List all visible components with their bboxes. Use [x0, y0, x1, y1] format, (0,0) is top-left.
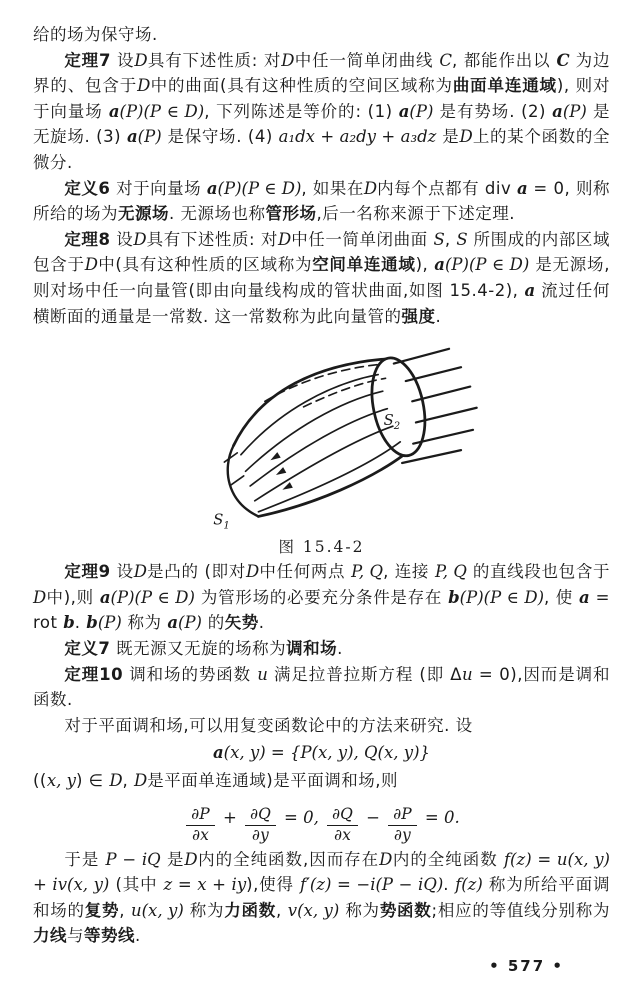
text-segment: ) ∈ — [76, 770, 110, 790]
text-segment: 中),则 — [46, 587, 100, 607]
text-segment: S — [433, 229, 445, 249]
text-segment: − — [360, 808, 386, 828]
text-segment: a — [212, 743, 224, 763]
text-segment: D — [134, 770, 148, 790]
text-segment: 空间单连通域 — [312, 255, 416, 275]
text-segment: 称为 — [339, 900, 380, 920]
text-segment: D — [277, 229, 292, 249]
text-segment: (P)(P ∈ D) — [444, 255, 530, 275]
text-segment: . — [443, 875, 456, 895]
text-segment: 定理9 — [64, 562, 111, 582]
text-segment: , 下列陈述是等价的: (1) — [204, 101, 399, 121]
text-segment: 是保守场. (4) — [161, 127, 279, 147]
fraction: $\frac{\partial P}{\partial x}$ — [186, 806, 214, 845]
text-segment: ,后一名称来源于下述定理. — [316, 204, 515, 224]
text-segment: , 连接 — [383, 562, 435, 582]
text-segment: D — [281, 50, 295, 70]
text-segment: = rot — [33, 587, 610, 633]
text-segment: 给的场为保守场. — [33, 25, 158, 44]
complex-potential-paragraph — [33, 847, 610, 949]
text-segment: b — [448, 587, 460, 607]
text-segment: D — [109, 770, 123, 790]
text-segment: 既无源又无旋的场称为 — [110, 638, 287, 658]
text-segment: 于是 — [64, 849, 106, 869]
text-segment: 称为所给平面调和场的 — [33, 875, 610, 920]
text-segment: 设 — [110, 229, 134, 249]
text-segment: D — [133, 562, 147, 582]
text-segment: 力函数 — [224, 900, 277, 920]
text-segment: (P) — [137, 127, 162, 147]
text-segment: a — [552, 101, 563, 121]
text-segment: D — [459, 127, 473, 147]
text-segment: 中任一简单闭曲面 — [291, 229, 434, 249]
text-segment: 对于向量场 — [110, 178, 207, 198]
text-segment: z = x + iy — [163, 875, 247, 895]
text-segment: 定理10 — [64, 664, 124, 684]
text-segment: (P) — [97, 613, 122, 633]
definition-7 — [33, 636, 610, 662]
fraction: $\frac{\partial Q}{\partial x}$ — [327, 806, 358, 845]
text-block-top — [33, 22, 610, 329]
text-segment: 管形场 — [265, 204, 317, 224]
text-segment: 是 — [436, 127, 460, 147]
text-segment: 是有势场. (2) — [433, 101, 553, 121]
text-block-bottom — [33, 559, 610, 949]
formula-cauchy-riemann — [33, 795, 610, 844]
text-segment: ), 则对于向量场 — [33, 76, 611, 121]
text-segment: ),使得 — [246, 875, 300, 895]
text-segment: b — [86, 613, 98, 633]
text-segment: 内每个点都有 div — [377, 178, 517, 198]
intro-continuation-line — [33, 22, 610, 48]
text-segment: , — [119, 900, 131, 920]
text-segment: C — [439, 50, 453, 70]
text-segment: D — [133, 229, 147, 249]
text-segment: , — [122, 770, 135, 790]
text-segment: = 0, 则称所给的场为 — [33, 178, 610, 224]
text-segment: 矢势 — [224, 613, 259, 633]
text-segment: v(x, y) — [287, 900, 340, 920]
text-segment: 中(具有这种性质的区域称为 — [97, 255, 313, 275]
text-segment: a — [167, 613, 179, 633]
text-segment: f(z) — [455, 875, 483, 895]
text-segment: 中任一简单闭曲线 — [294, 50, 440, 70]
text-segment: C — [556, 50, 570, 70]
figure-15-4-2 — [33, 335, 610, 557]
text-segment: 势函数 — [379, 900, 432, 920]
text-segment: 上的某个函数的全微分. — [33, 127, 611, 172]
text-segment: (P)(P ∈ D) — [110, 587, 195, 607]
text-segment: ;相应的等值线分别称为 — [431, 900, 611, 920]
fraction: $\frac{\partial Q}{\partial y}$ — [245, 806, 276, 845]
text-segment: 强度 — [401, 306, 436, 326]
text-segment: 所围成的内部区域包含于 — [33, 229, 610, 275]
text-segment: D — [184, 849, 198, 869]
text-segment: D — [137, 76, 151, 96]
text-segment: D — [134, 50, 148, 70]
text-segment: . — [258, 613, 265, 633]
text-segment: (P) — [409, 101, 434, 121]
text-segment: = 0),因而是调和函数. — [33, 664, 610, 710]
text-segment: 的直线段也包含于 — [466, 562, 611, 582]
text-segment: (其中 — [109, 875, 164, 895]
text-segment: a — [108, 101, 120, 121]
text-segment: = 0. — [419, 808, 460, 828]
text-segment: a — [398, 101, 410, 121]
tube-top-edge — [234, 359, 386, 446]
text-segment: 定义6 — [64, 178, 111, 198]
text-segment: a₁dx + a₂dy + a₃dz — [278, 127, 437, 147]
plane-harmonic-intro — [33, 713, 610, 739]
text-segment: u(x, y) — [130, 900, 184, 920]
text-segment: 为管形场的必要充分条件是存在 — [194, 587, 449, 607]
text-segment: 设 — [110, 562, 134, 582]
text-segment: 内的全纯函数 — [392, 849, 504, 869]
text-segment: 定义7 — [64, 638, 111, 658]
text-segment: f′(z) = −i(P − iQ) — [299, 875, 444, 895]
text-segment: a — [516, 178, 528, 198]
text-segment: . — [337, 638, 343, 658]
text-segment: 力线 — [33, 926, 67, 946]
text-segment: (( — [33, 770, 47, 790]
text-segment: 的 — [202, 613, 225, 633]
text-segment: 具有下述性质: 对 — [147, 50, 282, 70]
text-segment: (P) — [178, 613, 202, 633]
text-segment: D — [33, 587, 47, 607]
text-segment: 设 — [110, 50, 135, 70]
text-segment: D — [245, 562, 260, 582]
text-segment: 曲面单连通域 — [452, 76, 557, 96]
text-segment: , — [444, 229, 457, 249]
text-segment: 称为 — [121, 613, 168, 633]
text-segment: a — [126, 127, 138, 147]
text-segment: , 如果在 — [301, 178, 364, 198]
text-segment: 流过任何横断面的通量是一常数. 这一常数称为此向量管的 — [33, 280, 610, 326]
s2-cross-section — [364, 353, 433, 461]
text-segment: (P)(P ∈ D) — [459, 587, 545, 607]
theorem-10 — [33, 662, 610, 713]
text-segment: , 都能作出以 — [452, 50, 557, 70]
text-segment: 与 — [67, 926, 84, 946]
text-segment: . — [435, 306, 442, 326]
text-segment: 为边界的、包含于 — [33, 50, 611, 96]
formula-vector-field — [33, 740, 610, 766]
text-segment: 对于平面调和场,可以用复变函数论中的方法来研究. 设 — [64, 715, 473, 735]
vector-tube-figure — [145, 335, 615, 533]
text-segment: 是无源场,则对场中任一向量管(即由向量线构成的管状曲面,如图 15.4-2), — [33, 255, 611, 300]
text-segment: S — [456, 229, 468, 249]
text-segment: ), — [415, 255, 435, 275]
text-segment: 等势线 — [84, 926, 135, 946]
text-segment: . 无源场也称 — [169, 204, 266, 224]
text-segment: 调和场的势函数 — [123, 664, 258, 684]
text-segment: D — [363, 178, 378, 198]
text-segment: = 0, — [278, 808, 325, 828]
text-segment: u — [462, 664, 473, 684]
text-segment: P, Q — [434, 562, 467, 582]
text-segment: a — [206, 178, 218, 198]
text-segment: 调和场 — [286, 638, 338, 658]
theorem-7 — [33, 48, 610, 176]
text-segment: 中的曲面(具有这种性质的空间区域称为 — [150, 76, 453, 96]
s1-label: $S_1$ — [213, 511, 230, 532]
text-segment: 是无旋场. (3) — [33, 101, 610, 147]
text-segment: (P)(P ∈ D) — [217, 178, 302, 198]
text-segment: , 使 — [544, 587, 579, 607]
definition-6 — [33, 176, 610, 227]
page-number: • 577 • — [489, 957, 564, 975]
text-segment: a — [524, 280, 536, 300]
fraction: $\frac{\partial P}{\partial y}$ — [388, 806, 416, 845]
text-segment: a — [99, 587, 111, 607]
theorem-9 — [33, 559, 610, 636]
text-segment: P, Q — [351, 562, 384, 582]
text-segment: 复势 — [84, 900, 120, 920]
text-segment: 定理7 — [64, 50, 111, 70]
figure-caption: 图 15.4-2 — [278, 538, 365, 557]
text-segment: D — [379, 849, 393, 869]
text-segment: 是平面单连通域)是平面调和场,则 — [147, 770, 398, 790]
text-segment: , — [276, 900, 288, 920]
text-segment: a — [578, 587, 590, 607]
text-segment: . — [135, 926, 141, 946]
text-segment: (x, y) = {P(x, y), Q(x, y)} — [223, 743, 431, 763]
text-segment: 称为 — [183, 900, 225, 920]
text-segment: 是凸的 (即对 — [146, 562, 246, 582]
text-segment: . — [74, 613, 87, 633]
text-segment: + — [217, 808, 243, 828]
s2-label: $S_2$ — [383, 412, 401, 433]
text-segment: (P)(P ∈ D) — [119, 101, 205, 121]
text-segment: 是 — [160, 849, 185, 869]
text-segment: 中任何两点 — [259, 562, 352, 582]
plane-harmonic-condition — [33, 768, 610, 794]
text-segment: b — [63, 613, 75, 633]
text-segment: D — [84, 255, 98, 275]
text-segment: (P) — [562, 101, 587, 121]
text-segment: f(z) = u(x, y) + iv(x, y) — [33, 849, 610, 895]
text-segment: 满足拉普拉斯方程 (即 Δ — [267, 664, 463, 684]
theorem-8 — [33, 227, 610, 329]
text-segment: a — [434, 255, 445, 275]
text-segment: 无源场 — [118, 204, 169, 224]
text-segment: P − iQ — [105, 849, 161, 869]
text-segment: 具有下述性质: 对 — [146, 229, 278, 249]
text-segment: u — [257, 664, 268, 684]
text-segment: 内的全纯函数,因而存在 — [197, 849, 380, 869]
text-segment: 定理8 — [64, 229, 111, 249]
text-segment: x, y — [46, 770, 76, 790]
